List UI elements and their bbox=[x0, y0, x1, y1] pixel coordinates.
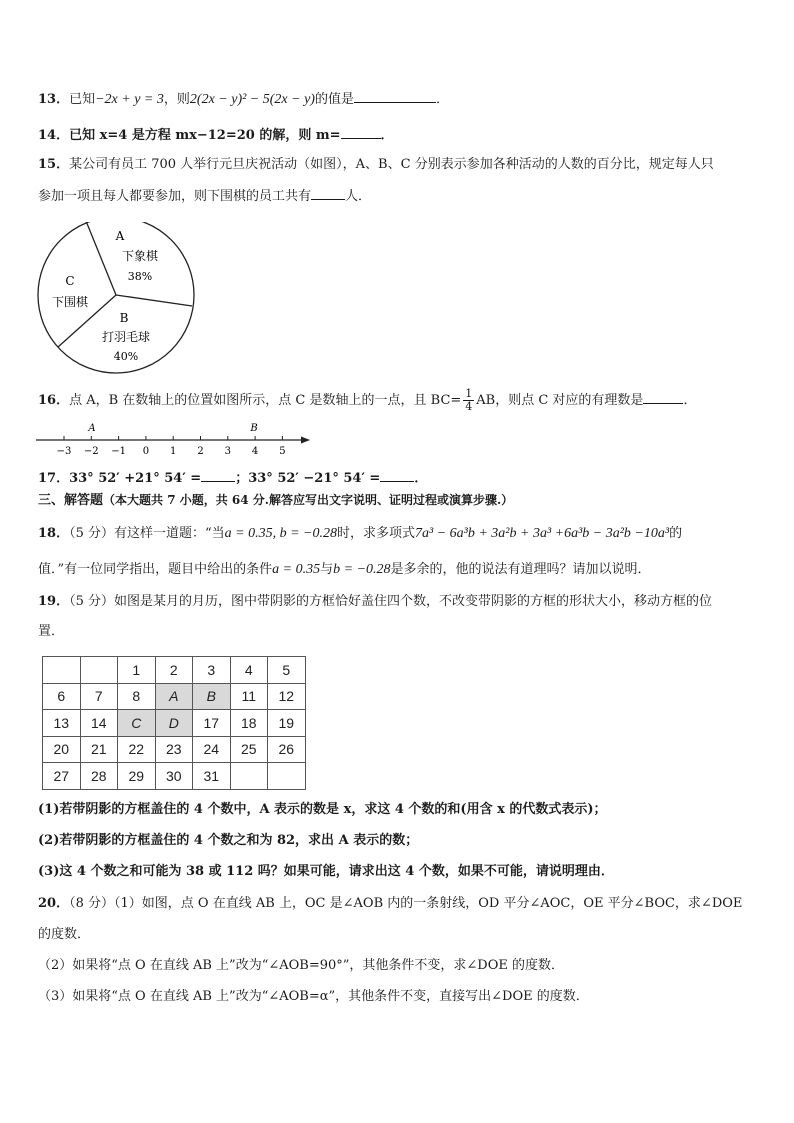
answer-blank[interactable] bbox=[311, 185, 345, 200]
q20-sub-3: （3）如果将“点 O 在直线 AB 上”改为“∠AOB=α”，其他条件不变，直接写出∠DOE 的度数． bbox=[38, 989, 589, 1004]
pie-c-name: 下围棋 bbox=[51, 295, 89, 309]
calendar-cell: 7 bbox=[80, 683, 118, 710]
q18-line2-and: 与 bbox=[320, 562, 334, 577]
calendar-cell: 14 bbox=[80, 710, 118, 737]
q16-text-post: AB，则点 C 对应的有理数是 bbox=[476, 393, 644, 408]
calendar-cell: 12 bbox=[268, 683, 306, 710]
question-number: 17． bbox=[38, 471, 70, 486]
q17-period: ． bbox=[414, 471, 428, 486]
pie-divider-right bbox=[116, 295, 192, 306]
calendar-cell: 27 bbox=[43, 763, 81, 790]
point-a-label: A bbox=[88, 423, 96, 434]
q15-text-end: 人． bbox=[345, 189, 372, 204]
pie-c-letter: C bbox=[65, 274, 75, 288]
calendar-cell bbox=[80, 657, 118, 684]
calendar-cell: 5 bbox=[268, 657, 306, 684]
q14-period: ． bbox=[380, 128, 394, 143]
q18-line2-pre: 值．”有一位同学指出，题目中给出的条件 bbox=[38, 562, 273, 577]
question-number: 20． bbox=[38, 896, 70, 911]
calendar-cell: 29 bbox=[118, 763, 156, 790]
pie-divider-top bbox=[86, 222, 116, 295]
calendar-cell: 4 bbox=[230, 657, 268, 684]
calendar-cell: 25 bbox=[230, 736, 268, 763]
question-15-line-2 bbox=[38, 185, 371, 207]
calendar-cell: 6 bbox=[43, 683, 81, 710]
q19-text-line1: 如图是某月的月历，图中带阴影的方框恰好盖住四个数，不改变带阴影的方框的形状大小，移动方框的位 bbox=[114, 594, 713, 609]
arrow-right-icon bbox=[301, 437, 310, 444]
calendar-cell bbox=[43, 657, 81, 684]
shaded-cell: A bbox=[155, 683, 193, 710]
calendar-cell: 30 bbox=[155, 763, 193, 790]
tick-label: −3 bbox=[56, 446, 72, 457]
number-line-figure bbox=[36, 420, 316, 460]
tick-label: 2 bbox=[197, 446, 204, 457]
question-20-line-2: 的度数． bbox=[38, 927, 91, 942]
question-20-line-1 bbox=[38, 894, 742, 914]
calendar-cell: 8 bbox=[118, 683, 156, 710]
q17-diff-expr: 33° 52′ −21° 54′ = bbox=[248, 471, 381, 486]
q15-text-line1: 某公司有员工 700 人举行元旦庆祝活动（如图），A、B、C 分别表示参加各种活动的人数的百分比，规定每人只 bbox=[69, 157, 714, 172]
calendar-cell: 3 bbox=[193, 657, 231, 684]
question-score: （5 分） bbox=[69, 594, 114, 609]
calendar-cell: 21 bbox=[80, 736, 118, 763]
q14-text: 已知 x=4 是方程 mx−12=20 的解，则 m= bbox=[69, 128, 341, 143]
tick-label: 5 bbox=[279, 446, 286, 457]
q18-cond-b: b = −0.28 bbox=[333, 562, 391, 577]
fraction-one-quarter bbox=[463, 388, 474, 413]
calendar-cell: 22 bbox=[118, 736, 156, 763]
calendar-cell: 28 bbox=[80, 763, 118, 790]
pie-b-pct: 40% bbox=[113, 350, 139, 363]
tick-label: −2 bbox=[83, 446, 99, 457]
shaded-cell: B bbox=[193, 683, 231, 710]
calendar-cell: 11 bbox=[230, 683, 268, 710]
question-17 bbox=[38, 467, 427, 489]
calendar-cell: 13 bbox=[43, 710, 81, 737]
calendar-row bbox=[43, 763, 306, 790]
q20-text-line1: （1）如图，点 O 在直线 AB 上，OC 是∠AOB 内的一条射线，OD 平分∠AOC，OE 平分∠BOC，求∠DOE bbox=[114, 896, 743, 911]
calendar-cell: 31 bbox=[193, 763, 231, 790]
activity-pie-figure bbox=[36, 222, 200, 382]
pie-a-pct: 38% bbox=[127, 270, 153, 283]
tick-label: 4 bbox=[251, 446, 259, 457]
calendar-row bbox=[43, 710, 306, 737]
answer-blank[interactable] bbox=[643, 389, 683, 404]
tick-group bbox=[57, 436, 286, 457]
calendar-row bbox=[43, 683, 306, 710]
answer-blank-diff[interactable] bbox=[380, 467, 414, 482]
q16-text-pre: 点 A，B 在数轴上的位置如图所示，点 C 是数轴上的一点，且 BC= bbox=[69, 393, 462, 408]
q18-text-pre: 有这样一道题：“当 bbox=[114, 526, 225, 541]
shaded-cell: C bbox=[118, 710, 156, 737]
fraction-denominator: 4 bbox=[465, 400, 473, 413]
question-18-line-1 bbox=[38, 524, 682, 544]
q13-target-expr: 2(2x − y)² − 5(2x − y) bbox=[189, 92, 315, 107]
question-number: 18． bbox=[38, 526, 70, 541]
q13-condition-expr: −2x + y = 3 bbox=[95, 92, 164, 107]
calendar-cell: 18 bbox=[230, 710, 268, 737]
calendar-cell: 23 bbox=[155, 736, 193, 763]
calendar-cell: 20 bbox=[43, 736, 81, 763]
q19-sub-1: (1)若带阴影的方框盖住的 4 个数中，A 表示的数是 x，求这 4 个数的和(用含 x 的代数式表示)； bbox=[38, 802, 607, 817]
tick-label: 3 bbox=[224, 446, 231, 457]
q17-separator: ； bbox=[235, 471, 249, 486]
q19-sub-3: (3)这 4 个数之和可能为 38 或 112 吗？如果可能，请求出这 4 个数，如果不可能，请说明理由． bbox=[38, 864, 614, 879]
question-number: 19． bbox=[38, 594, 70, 609]
q19-text-line2: 置． bbox=[38, 624, 65, 639]
q18-line2-post: 是多余的，他的说法有道理吗？请加以说明． bbox=[390, 562, 651, 577]
section-description: （本大题共 7 小题，共 64 分.解答应写出文字说明、证明过程或演算步骤.） bbox=[103, 493, 514, 507]
calendar-cell bbox=[268, 763, 306, 790]
calendar-cell bbox=[230, 763, 268, 790]
question-number: 16． bbox=[38, 393, 70, 408]
calendar-cell: 19 bbox=[268, 710, 306, 737]
calendar-cell: 1 bbox=[118, 657, 156, 684]
tick-label: 0 bbox=[142, 446, 150, 457]
section-title: 三、解答题 bbox=[38, 493, 104, 508]
question-score: （5 分） bbox=[69, 526, 114, 541]
tick-label: 1 bbox=[170, 446, 177, 457]
q13-text-pre: 已知 bbox=[69, 92, 96, 107]
section-heading bbox=[38, 490, 513, 511]
pie-a-letter: A bbox=[115, 229, 125, 243]
point-b-label: B bbox=[250, 423, 258, 434]
shaded-cell: D bbox=[155, 710, 193, 737]
calendar-cell: 26 bbox=[268, 736, 306, 763]
question-14 bbox=[38, 124, 394, 146]
q15-text-line2: 参加一项且每人都要参加，则下围棋的员工共有 bbox=[38, 189, 312, 204]
pie-b-letter: B bbox=[119, 311, 129, 325]
answer-blank[interactable] bbox=[354, 88, 436, 103]
question-16 bbox=[38, 388, 696, 413]
question-18-line-2 bbox=[38, 560, 651, 580]
q13-text-mid: ，则 bbox=[163, 92, 190, 107]
tick-label: −1 bbox=[111, 446, 126, 457]
question-number: 15． bbox=[38, 157, 70, 172]
fraction-numerator: 1 bbox=[465, 387, 473, 400]
question-score: （8 分） bbox=[69, 896, 114, 911]
question-13 bbox=[38, 88, 449, 110]
question-15-line-1 bbox=[38, 155, 714, 175]
q17-sum-expr: 33° 52′ +21° 54′ = bbox=[69, 471, 202, 486]
q19-sub-2: (2)若带阴影的方框盖住的 4 个数之和为 82，求出 A 表示的数； bbox=[38, 833, 419, 848]
question-number: 14． bbox=[38, 128, 70, 143]
answer-blank-sum[interactable] bbox=[201, 467, 235, 482]
q18-polynomial: 7a³ − 6a³b + 3a²b + 3a³ +6a³b − 3a²b −10a³ bbox=[415, 526, 670, 541]
q18-text-end: 的 bbox=[669, 526, 683, 541]
question-number: 13． bbox=[38, 92, 70, 107]
question-19-line-2 bbox=[38, 622, 64, 642]
calendar-table bbox=[42, 656, 306, 790]
q18-text-mid: 时，求多项式 bbox=[337, 526, 416, 541]
q16-end: ． bbox=[683, 393, 697, 408]
q13-period: ． bbox=[435, 92, 449, 107]
calendar-row bbox=[43, 736, 306, 763]
pie-a-name: 下象棋 bbox=[121, 249, 159, 263]
q20-sub-2: （2）如果将“点 O 在直线 AB 上”改为“∠AOB=90°”，其他条件不变，求∠DOE 的度数． bbox=[38, 958, 565, 973]
calendar-cell: 2 bbox=[155, 657, 193, 684]
q18-condition: a = 0.35, b = −0.28 bbox=[224, 526, 337, 541]
calendar-row bbox=[43, 657, 306, 684]
question-19-line-1 bbox=[38, 592, 712, 612]
q18-cond-a: a = 0.35 bbox=[272, 562, 321, 577]
pie-b-name: 打羽毛球 bbox=[101, 330, 151, 344]
calendar-cell: 17 bbox=[193, 710, 231, 737]
calendar-cell: 24 bbox=[193, 736, 231, 763]
q13-text-post: 的值是 bbox=[314, 92, 354, 107]
answer-blank[interactable] bbox=[341, 124, 381, 139]
